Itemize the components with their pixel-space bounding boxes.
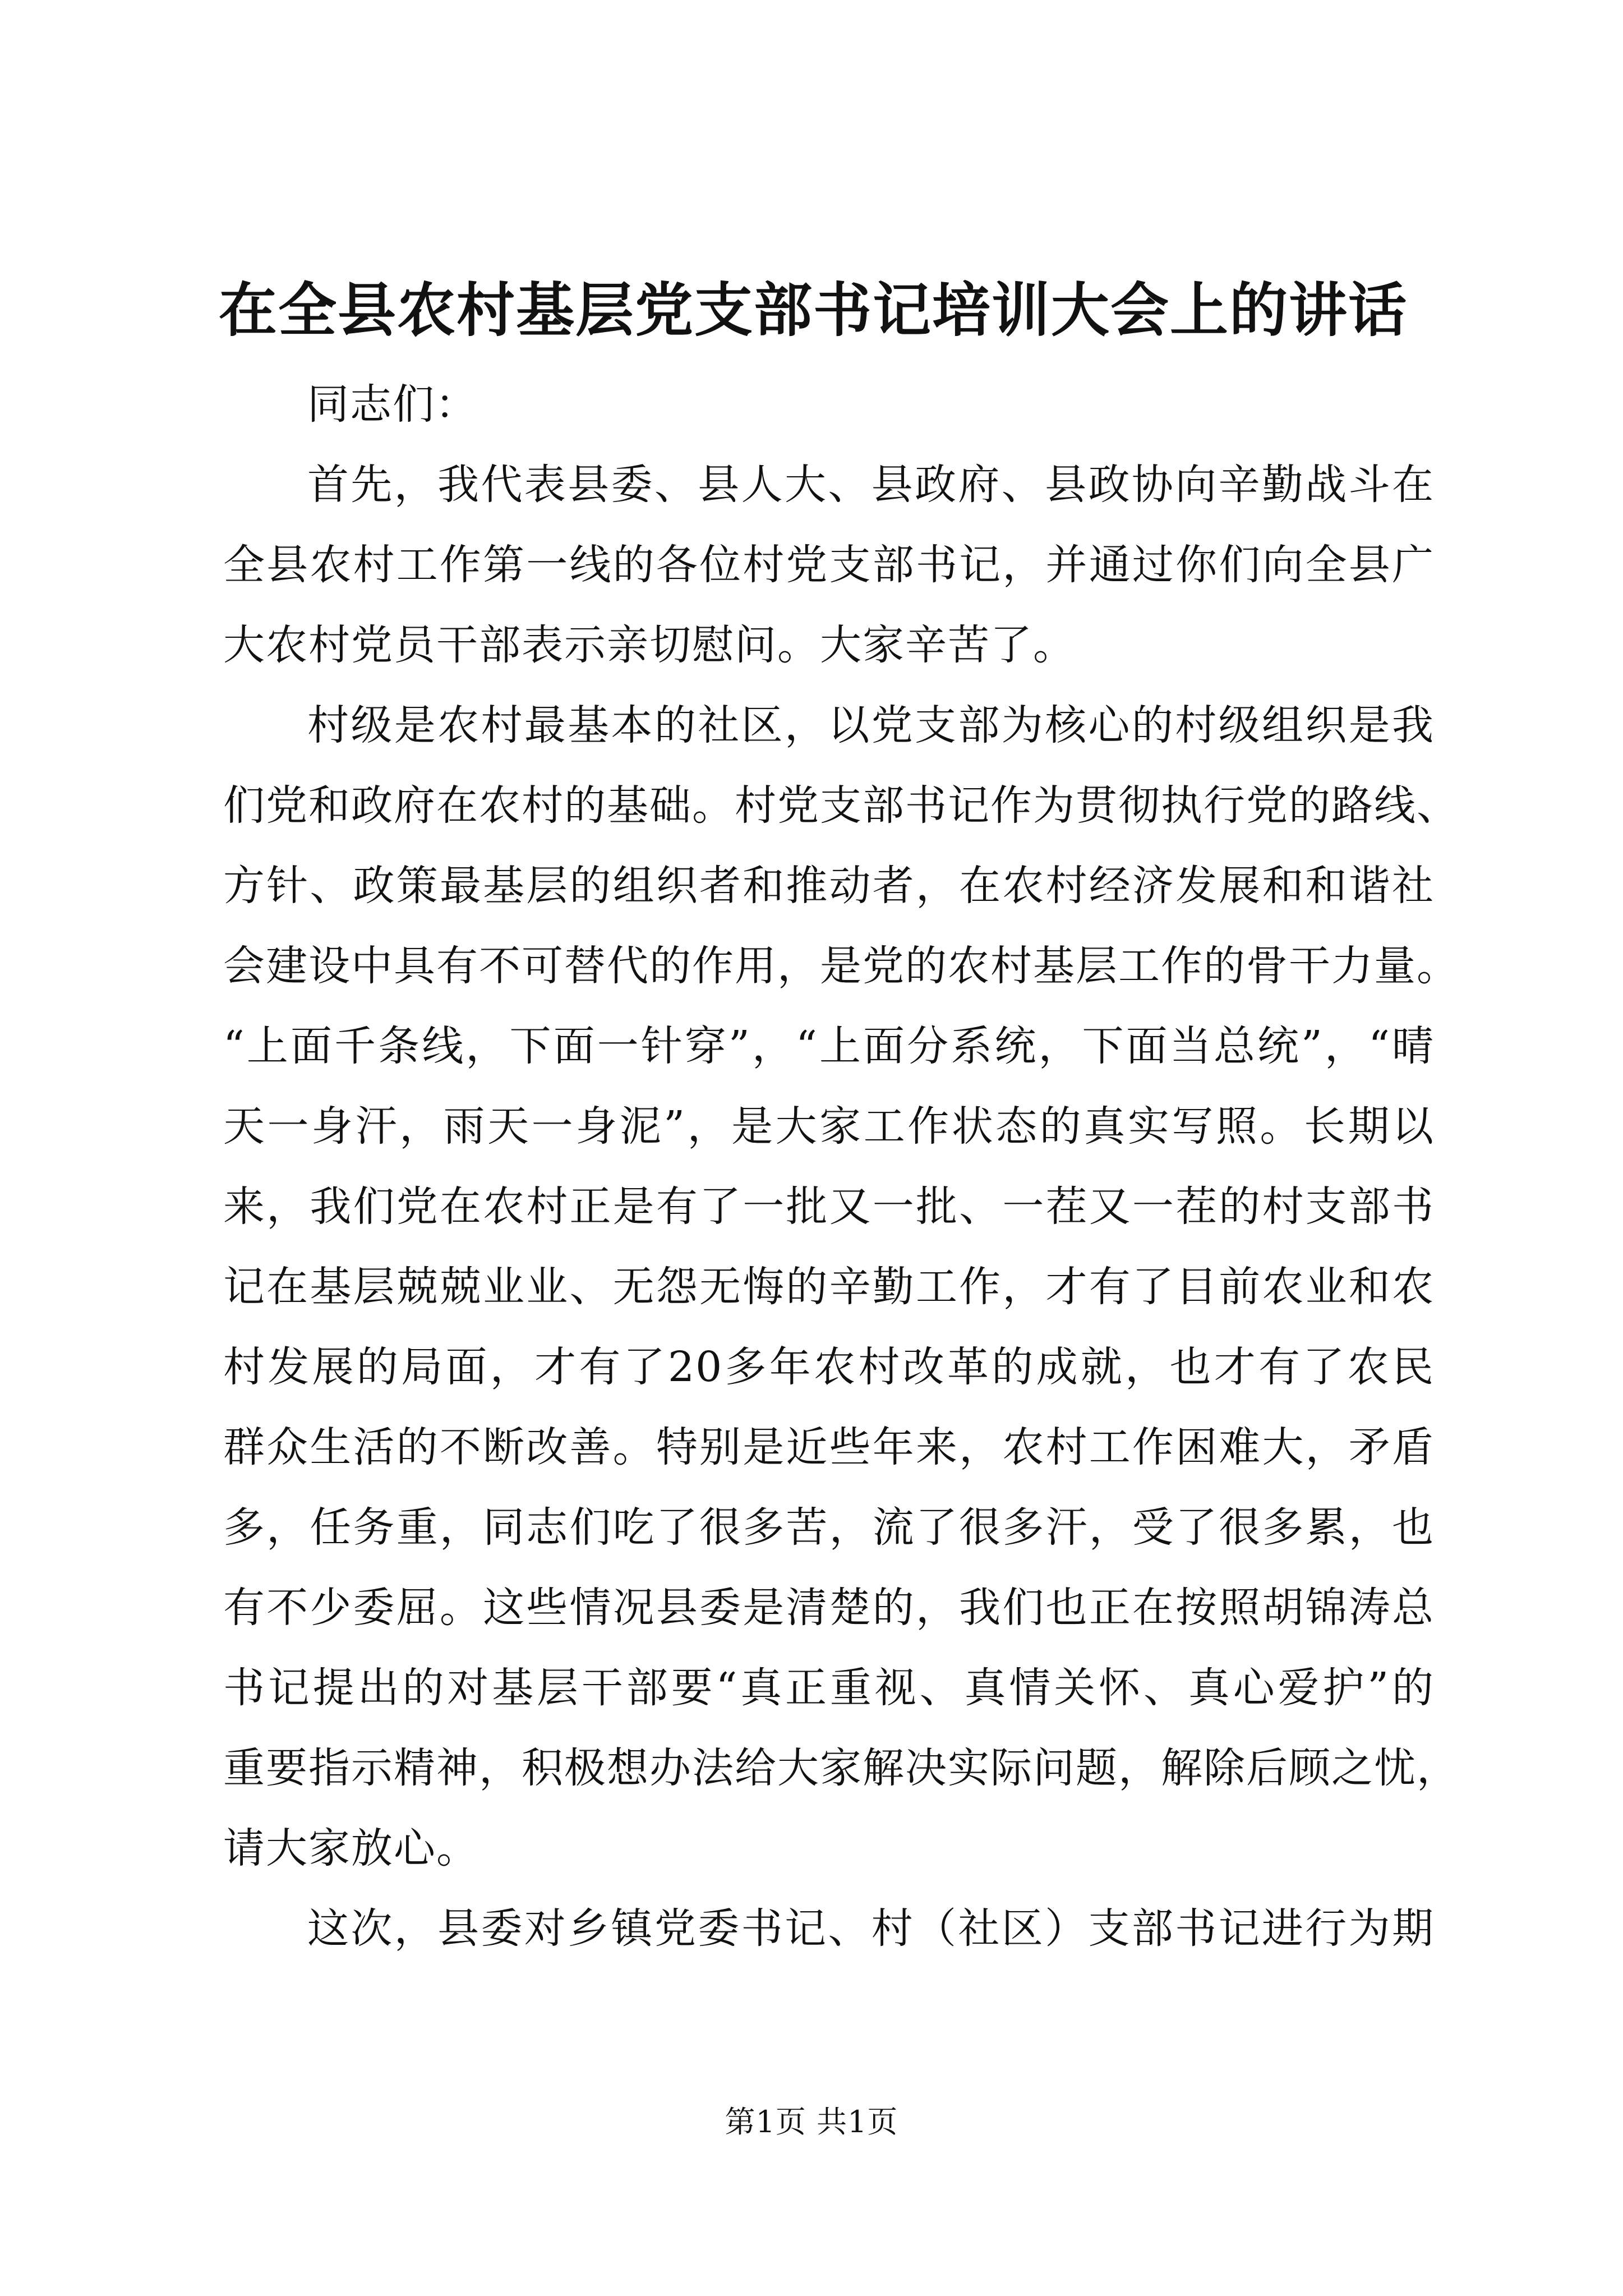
paragraph-2-line-8: 记在基层兢兢业业、无怨无悔的辛勤工作，才有了目前农业和农 [223,1263,1435,1311]
document-title: 在全县农村基层党支部书记培训大会上的讲话 [218,275,1408,344]
paragraph-2-line-15: 请大家放心。 [223,1824,479,1872]
paragraph-1-line-3: 大农村党员干部表示亲切慰问。大家辛苦了。 [223,621,1076,669]
paragraph-2-line-14: 重要指示精神，积极想办法给大家解决实际问题，解除后顾之忧， [223,1744,1459,1792]
paragraph-2-line-3: 方针、政策最基层的组织者和推动者，在农村经济发展和和谐社 [223,862,1435,910]
page-footer: 第1页 共1页 [725,2104,898,2139]
paragraph-2-line-12: 有不少委屈。这些情况县委是清楚的，我们也正在按照胡锦涛总 [223,1584,1435,1632]
document-body [223,365,1459,1969]
paragraph-2-line-6: 天一身汗，雨天一身泥”，是大家工作状态的真实写照。长期以 [223,1102,1435,1151]
paragraph-2-line-9: 村发展的局面，才有了20多年农村改革的成就，也才有了农民 [223,1343,1435,1391]
paragraph-2-line-7: 来，我们党在农村正是有了一批又一批、一茬又一茬的村支部书 [223,1182,1435,1231]
paragraph-1-line-1: 首先，我代表县委、县人大、县政府、县政协向辛勤战斗在 [307,461,1435,509]
paragraph-2-line-4: 会建设中具有不可替代的作用，是党的农村基层工作的骨干力量。 [223,942,1459,990]
paragraph-1-line-2: 全县农村工作第一线的各位村党支部书记，并通过你们向全县广 [223,541,1435,589]
paragraph-2-line-13: 书记提出的对基层干部要“真正重视、真情关怀、真心爱护”的 [223,1664,1435,1712]
paragraph-3-line-1: 这次，县委对乡镇党委书记、村（社区）支部书记进行为期 [307,1904,1435,1953]
paragraph-2-line-11: 多，任务重，同志们吃了很多苦，流了很多汗，受了很多累，也 [223,1503,1435,1552]
paragraph-2-line-5: “上面千条线，下面一针穿”，“上面分系统，下面当总统”，“晴 [223,1022,1435,1070]
paragraph-2-line-10: 群众生活的不断改善。特别是近些年来，农村工作困难大，矛盾 [223,1423,1435,1471]
paragraph-2-line-2: 们党和政府在农村的基础。村党支部书记作为贯彻执行党的路线、 [223,781,1459,830]
paragraph-2-line-1: 村级是农村最基本的社区，以党支部为核心的村级组织是我 [307,701,1435,749]
greeting-line: 同志们： [307,380,478,429]
